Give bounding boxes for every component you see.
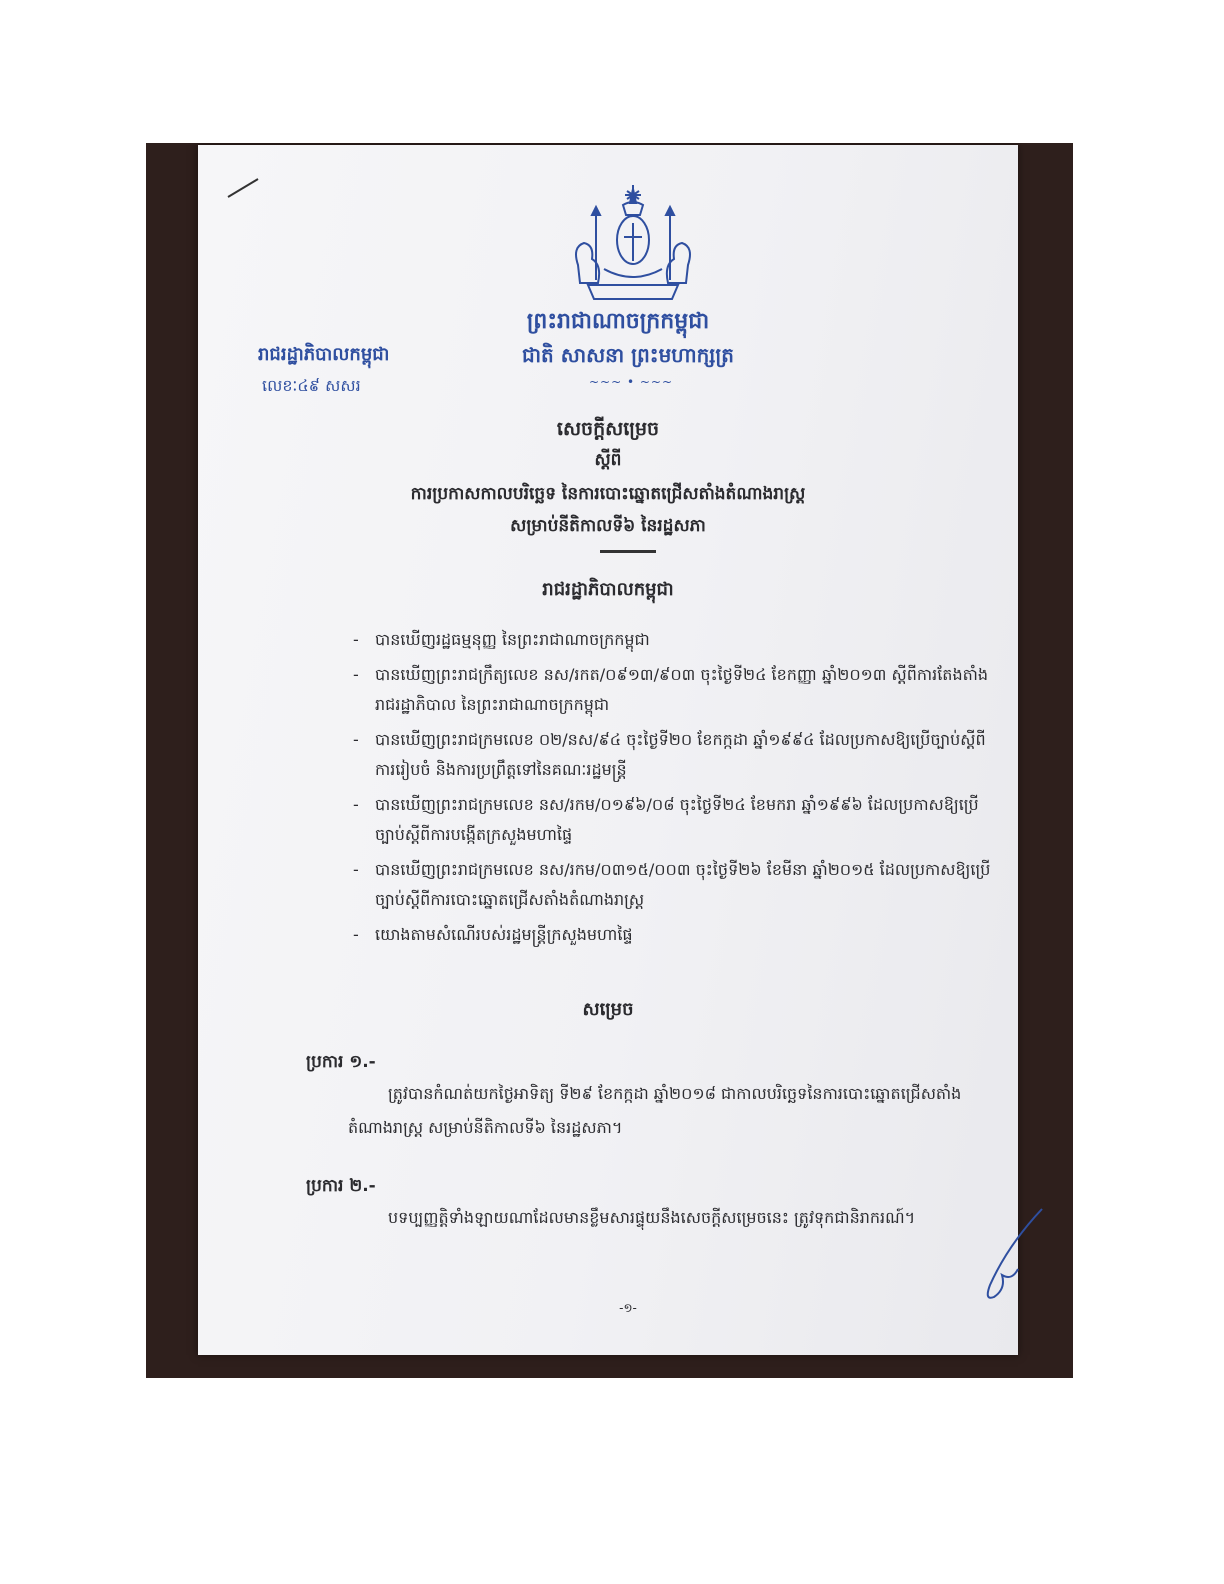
subject-line-1: ការប្រកាសកាលបរិច្ឆេទ នៃការបោះឆ្នោតជ្រើសតាំងតំណាងរាស្ត្រ [410, 484, 806, 504]
issuing-authority: រាជរដ្ឋាភិបាលកម្ពុជា [258, 344, 390, 365]
kingdom-name: ព្រះរាជាណាចក្រកម្ពុជា [526, 309, 710, 334]
consideration-item: - យោងតាមសំណើរបស់រដ្ឋមន្ត្រីក្រសួងមហាផ្ទៃ [353, 920, 993, 950]
considerations-list [353, 625, 993, 955]
title-divider [600, 550, 656, 553]
article-2-text: បទប្បញ្ញត្តិទាំងឡាយណាដែលមានខ្លឹមសារផ្ទុយនឹងសេចក្តីសម្រេចនេះ ត្រូវទុកជានិរាករណ៍។ [388, 1208, 916, 1227]
article-1-label: ប្រការ ១.- [306, 1052, 376, 1072]
document-page [198, 145, 1018, 1355]
consideration-item: - បានឃើញព្រះរាជក្រមលេខ នស/រកម/០១៩៦/០៨ ចុះថ្ងៃទី២៤ ខែមករា ឆ្នាំ១៩៩៦ ដែលប្រកាសឱ្យប្រើច្បាប់ស្តីពីការបង្កើតក្រសួងមហាផ្ទៃ [353, 790, 993, 850]
consideration-item: - បានឃើញព្រះរាជក្រឹត្យលេខ នស/រកត/០៩១៣/៩០៣ ចុះថ្ងៃទី២៤ ខែកញ្ញា ឆ្នាំ២០១៣ ស្តីពីការតែងតាំងរាជរដ្ឋាភិបាល នៃព្រះរាជាណាចក្រកម្ពុជា [353, 660, 993, 720]
decision-heading: សម្រេច [582, 999, 634, 1020]
subject-label: ស្តីពី [594, 450, 622, 470]
motto-ornament: ~~~ • ~~~ [588, 375, 674, 389]
consideration-item: - បានឃើញរដ្ឋធម្មនុញ្ញ នៃព្រះរាជាណាចក្រកម្ពុជា [353, 625, 993, 655]
pen-tick-mark [224, 173, 264, 203]
authority-heading: រាជរដ្ឋាភិបាលកម្ពុជា [542, 579, 674, 600]
article-2-label: ប្រការ ២.- [306, 1176, 376, 1196]
national-motto: ជាតិ សាសនា ព្រះមហាក្សត្រ [522, 343, 734, 367]
royal-coat-of-arms-emblem [568, 185, 698, 310]
consideration-item: - បានឃើញព្រះរាជក្រមលេខ ០២/នស/៩៤ ចុះថ្ងៃទី២០ ខែកក្កដា ឆ្នាំ១៩៩៤ ដែលប្រកាសឱ្យប្រើច្បាប់ស្តីពីការរៀបចំ និងការប្រព្រឹត្តទៅនៃគណៈរដ្ឋមន្ត្រី [353, 725, 993, 785]
page-number: -១- [619, 1301, 637, 1315]
document-photo [146, 143, 1073, 1378]
reference-number: លេខៈ៤៩ សសរ [262, 376, 361, 395]
article-1-text: ត្រូវបានកំណត់យកថ្ងៃអាទិត្យ ទី២៩ ខែកក្កដា ឆ្នាំ២០១៨ ជាកាលបរិច្ឆេទនៃការបោះឆ្នោតជ្រើសតាំងតំណាងរាស្ត្រ សម្រាប់នីតិកាលទី៦ នៃរដ្ឋសភា។ [348, 1084, 962, 1137]
document-heading: សេចក្តីសម្រេច [556, 418, 660, 440]
handwritten-initials-signature [978, 1205, 1048, 1305]
consideration-item: - បានឃើញព្រះរាជក្រមលេខ នស/រកម/០៣១៥/០០៣ ចុះថ្ងៃទី២៦ ខែមីនា ឆ្នាំ២០១៥ ដែលប្រកាសឱ្យប្រើច្បាប់ស្តីពីការបោះឆ្នោតជ្រើសតាំងតំណាងរាស្ត្រ [353, 855, 993, 915]
subject-line-2: សម្រាប់នីតិកាលទី៦ នៃរដ្ឋសភា [510, 516, 706, 536]
